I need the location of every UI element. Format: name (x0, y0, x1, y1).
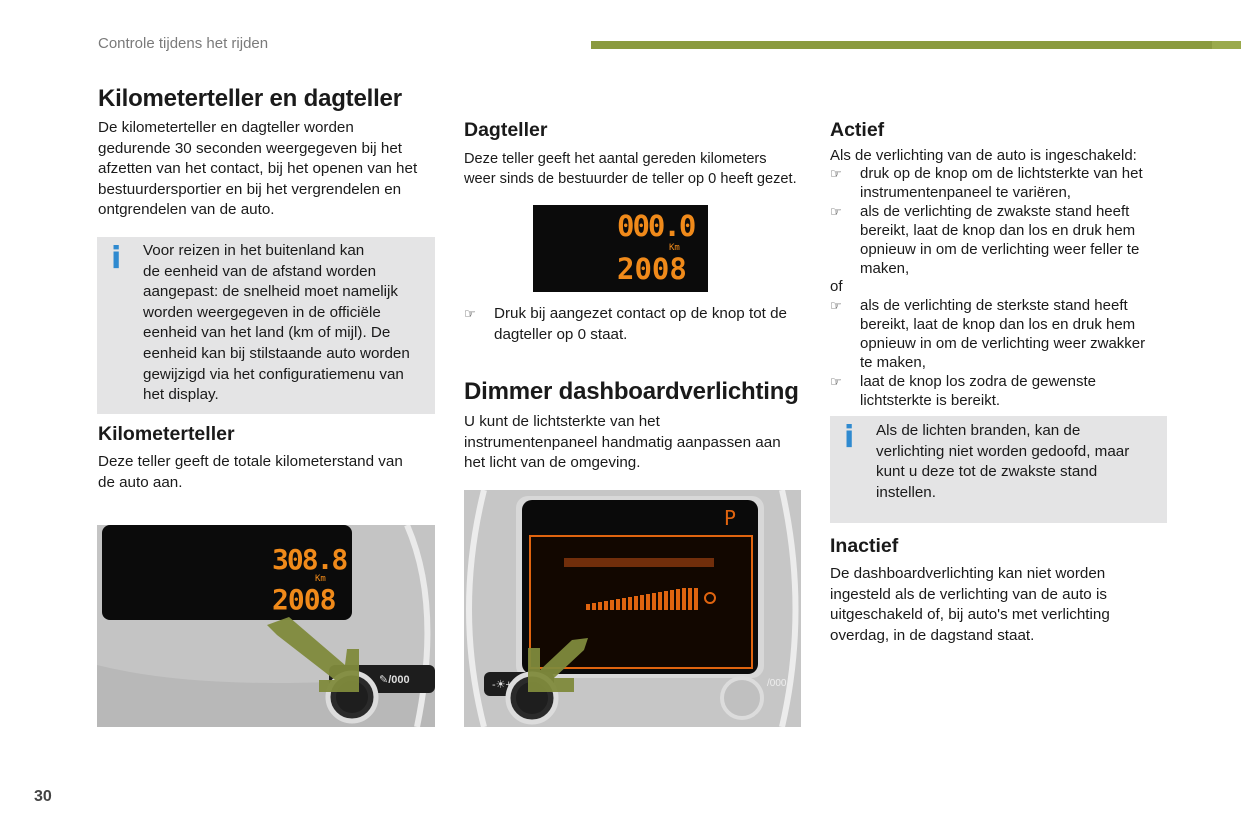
dagteller-text: Deze teller geeft het aantal gereden kilometers weer sinds de bestuurder de teller op 0 heeft gezet. (464, 151, 797, 188)
brightness-icon: -☀+ (492, 679, 512, 691)
or-separator: of (830, 278, 843, 296)
intro-paragraph: De kilometerteller en dagteller worden gedurende 30 seconden weergegeven bij het afzetten van het contact, bij het openen van het bestuurdersportier en bij het vergrendelen en ontgrendelen van de auto. (98, 119, 418, 219)
pointing-hand-icon: ☞ (830, 203, 842, 219)
info-icon: i (111, 241, 122, 276)
reset-button-label: ✎/000 (379, 674, 410, 686)
trip-bottom-digits: 2008 (617, 252, 687, 286)
section-header: Controle tijdens het rijden (98, 35, 269, 52)
trip-display-illustration (533, 205, 708, 292)
dashboard-graphic (97, 525, 435, 727)
actief-intro: Als de verlichting van de auto is ingeschakeld: (830, 147, 1137, 164)
odometer-bottom-digits: 2008 (272, 583, 336, 616)
list-item: ☞ laat de knop los zodra de gewenste lichtsterkte is bereikt. (830, 372, 1096, 409)
trip-unit: Km (669, 243, 680, 253)
info-box-lights (830, 416, 1167, 523)
dimmer-illustration (464, 490, 801, 727)
header-rule-end (1212, 41, 1241, 49)
pointing-hand-icon: ☞ (830, 166, 842, 181)
kilometerteller-title: Kilometerteller (98, 423, 235, 445)
pointing-hand-icon: ☞ (830, 298, 842, 314)
kilometerteller-text: Deze teller geeft de totale kilometerstand van de auto aan. (98, 453, 403, 491)
info-text: Als de lichten branden, kan de verlichting niet worden gedoofd, maar kunt u deze tot de zwakste stand instellen. (876, 422, 1130, 501)
info-icon: i (844, 420, 855, 455)
inactief-text: De dashboardverlichting kan niet worden ingesteld als de verlichting van de auto is uitgeschakeld of, bij auto's met verlichting overdag, in de dagstand staat. (830, 565, 1110, 644)
wrench-icon: ✎ (379, 674, 389, 686)
list-item: ☞ druk op de knop om de lichtsterkte van het instrumentenpaneel te variëren, (830, 165, 1143, 201)
inactief-title: Inactief (830, 535, 899, 557)
page-number: 30 (34, 788, 52, 805)
actief-bullets (830, 165, 1175, 411)
header-rule (591, 41, 1241, 49)
trip-top-digits: 000.0 (617, 209, 695, 243)
dimmer-graphic (464, 490, 801, 727)
dimmer-title: Dimmer dashboardverlichting (464, 378, 799, 405)
bullet-reset-trip: ☞ Druk bij aangezet contact op de knop tot de dagteller op 0 staat. (464, 304, 809, 345)
actief-title: Actief (830, 119, 885, 141)
odometer-unit: Km (315, 574, 326, 584)
odometer-top-digits: 308.8 (272, 543, 347, 576)
pointing-hand-icon: ☞ (464, 306, 476, 321)
dagteller-title: Dagteller (464, 119, 548, 141)
info-box-units (97, 237, 435, 414)
info-text: Voor reizen in het buitenland kan de eenheid van de afstand worden aangepast: de snelheid moet namelijk worden weergegeven in de officiële eenheid van het land (km of mijl). De eenheid kan bij stilstaande auto worden gewijzigd via het configuratiemenu van het display. (143, 242, 410, 404)
list-item: ☞ als de verlichting de sterkste stand heeft bereikt, laat de knop dan los en druk hem opnieuw in om de verlichting weer zwakker te maken, (830, 297, 1146, 372)
pointing-hand-icon: ☞ (830, 373, 842, 389)
dimmer-button-label (492, 678, 512, 691)
gear-indicator: P (724, 506, 737, 530)
odometer-illustration (97, 525, 435, 727)
list-item: ☞ als de verlichting de zwakste stand heeft bereikt, laat de knop dan los en druk hem opnieuw in om de verlichting weer feller te maken, (830, 202, 1140, 277)
page-title: Kilometerteller en dagteller (98, 85, 402, 112)
reset-button-label-2: /000 (767, 678, 787, 689)
dimmer-text: U kunt de lichtsterkte van het instrumentenpaneel handmatig aanpassen aan het licht van de omgeving. (464, 413, 781, 472)
